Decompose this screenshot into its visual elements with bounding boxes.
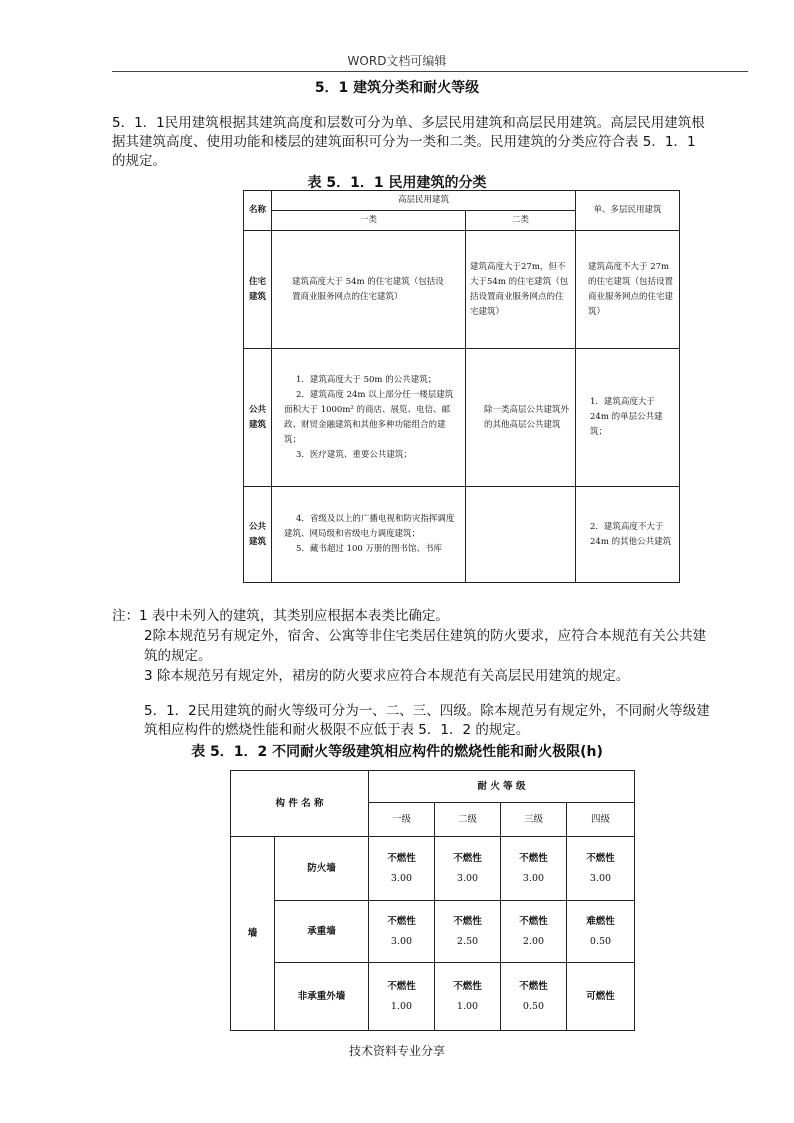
note-2-cont: 筑的规定。 [144, 648, 212, 664]
residential-low-rise-cell: 建筑高度不大于 27m 的住宅建筑（包括设置商业服务网点的住宅建筑） [576, 231, 680, 349]
header-grade-3: 三级 [501, 803, 567, 837]
table-cell [435, 963, 501, 1031]
section-title: 5．1 建筑分类和耐火等级 [314, 80, 480, 96]
table-cell [435, 901, 501, 963]
note-1: 注：1 表中未列入的建筑，其类别应根据本表类比确定。 [112, 608, 449, 624]
public-class1-cell [272, 349, 466, 487]
header-low-rise: 单、多层民用建筑 [576, 191, 680, 231]
header-high-rise: 高层民用建筑 [272, 191, 576, 211]
cell-type: 可燃性 [586, 990, 615, 1002]
cell-hours: 2.00 [522, 935, 545, 947]
cell-type: 不燃性 [519, 915, 548, 927]
public-cont-class2-cell [466, 487, 576, 583]
row-firewall-name: 防火墙 [275, 837, 369, 901]
paragraph-5-1-1 [112, 114, 762, 171]
cell-type: 不燃性 [387, 980, 416, 992]
public-class1-item: 5．藏书超过 100 万册的图书馆、书库 [296, 544, 443, 554]
note-3: 3 除本规范另有规定外，裙房的防火要求应符合本规范有关高层民用建筑的规定。 [144, 668, 630, 684]
public-class1-item: 4．省级及以上的广播电视和防灾指挥调度建筑、网局级和省级电力调度建筑； [284, 514, 455, 539]
cell-hours: 3.00 [390, 872, 413, 884]
paragraph-line: 的规定。 [112, 153, 166, 169]
row-public-name: 公共建筑 [244, 349, 272, 487]
cell-type: 难燃性 [586, 915, 615, 927]
table-cell [369, 901, 435, 963]
header-name: 名称 [244, 191, 272, 231]
fire-resistance-table [230, 770, 635, 1031]
cell-type: 不燃性 [519, 980, 548, 992]
residential-class2-cell: 建筑高度大于27m，但不大于54m 的住宅建筑（包括设置商业服务网点的住宅建筑） [466, 231, 576, 349]
table1-caption: 表 5．1．1 民用建筑的分类 [307, 175, 487, 191]
header-grade-2: 二级 [435, 803, 501, 837]
header-grade-4: 四级 [567, 803, 635, 837]
public-cont-low-rise-cell: 2．建筑高度不大于 24m 的其他公共建筑 [576, 487, 680, 583]
table-cell [501, 901, 567, 963]
row-bearing-wall-name: 承重墙 [275, 901, 369, 963]
cell-hours: 0.50 [589, 935, 612, 947]
table-cell [501, 837, 567, 901]
header-grade-1: 一级 [369, 803, 435, 837]
cell-hours: 3.00 [456, 872, 479, 884]
cell-hours: 1.00 [456, 1000, 479, 1012]
cell-hours: 0.50 [522, 1000, 545, 1012]
cell-hours: 3.00 [390, 935, 413, 947]
page-header: WORD文档可编辑 [347, 54, 447, 68]
table-cell [567, 901, 635, 963]
row-public-cont-name: 公共建筑 [244, 487, 272, 583]
public-class1-item: 1．建筑高度大于 50m 的公共建筑； [296, 374, 437, 385]
table-cell [567, 837, 635, 901]
public-cont-class1-cell [272, 487, 466, 583]
cell-type: 不燃性 [387, 915, 416, 927]
note-2: 2除本规范另有规定外，宿舍、公寓等非住宅类居住建筑的防火要求，应符合本规范有关公共建 [144, 628, 707, 644]
paragraph-line: 5．1．1民用建筑根据其建筑高度和层数可分为单、多层民用建筑和高层民用建筑。高层民用建筑根 [112, 115, 705, 131]
table-cell [369, 963, 435, 1031]
row-non-bearing-wall-name: 非承重外墙 [275, 963, 369, 1031]
cell-hours: 3.00 [589, 872, 612, 884]
public-low-rise-cell: 1．建筑高度大于 24m 的单层公共建筑； [576, 349, 680, 487]
residential-class1-cell: 建筑高度大于 54m 的住宅建筑（包括设置商业服务网点的住宅建筑） [272, 231, 466, 349]
cell-type: 不燃性 [586, 852, 615, 864]
table-cell [435, 837, 501, 901]
cell-hours: 2.50 [456, 935, 479, 947]
table-cell [369, 837, 435, 901]
cell-type: 不燃性 [453, 852, 482, 864]
paragraph-line: 据其建筑高度、使用功能和楼层的建筑面积可分为一类和二类。民用建筑的分类应符合表 5．1．1 [112, 134, 696, 150]
table-cell [567, 963, 635, 1031]
cell-type: 不燃性 [387, 852, 416, 864]
header-class2: 二类 [466, 211, 576, 231]
cell-type: 不燃性 [453, 915, 482, 927]
header-fire-grade: 耐 火 等 级 [369, 771, 635, 803]
public-class1-item: 2．建筑高度 24m 以上部分任一楼层建筑面积大于 1000m² 的商店、展览、电信、邮政、财贸金融建筑和其他多种功能组合的建筑； [284, 389, 454, 445]
row-residential-name: 住宅建筑 [244, 231, 272, 349]
paragraph-line: 5．1．2民用建筑的耐火等级可分为一、二、三、四级。除本规范另有规定外，不同耐火等级建 [144, 703, 710, 719]
cell-type: 不燃性 [519, 852, 548, 864]
header-divider [112, 71, 748, 72]
paragraph-5-1-2 [112, 702, 762, 740]
cell-type: 不燃性 [453, 980, 482, 992]
public-class1-item: 3．医疗建筑、重要公共建筑； [296, 449, 412, 460]
table-cell [501, 963, 567, 1031]
page-footer: 技术资料专业分享 [348, 1044, 445, 1058]
cell-hours: 1.00 [390, 1000, 413, 1012]
table2-caption: 表 5．1．2 不同耐火等级建筑相应构件的燃烧性能和耐火极限(h) [191, 744, 603, 760]
cell-hours: 3.00 [522, 872, 545, 884]
public-class2-cell: 除一类高层公共建筑外的其他高层公共建筑 [466, 349, 576, 487]
building-classification-table [243, 190, 680, 583]
group-wall: 墙 [231, 837, 275, 1031]
paragraph-line: 筑相应构件的燃烧性能和耐火极限不应低于表 5．1．2 的规定。 [144, 722, 530, 738]
table1-notes [112, 606, 762, 686]
header-component: 构 件 名 称 [231, 771, 369, 837]
header-class1: 一类 [272, 211, 466, 231]
